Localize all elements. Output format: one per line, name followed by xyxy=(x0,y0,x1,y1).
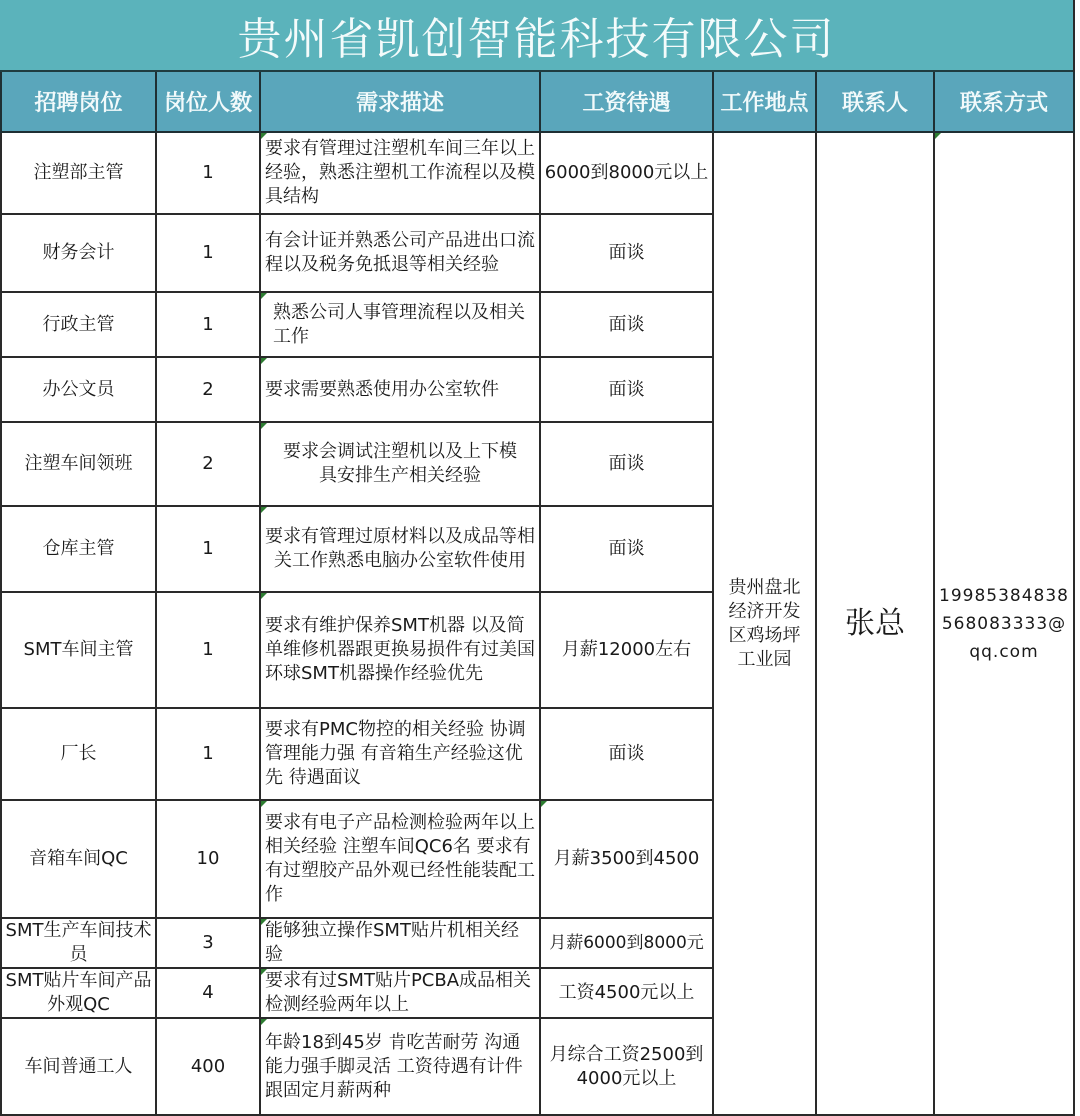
salary-cell: 面谈 xyxy=(540,292,713,357)
header-contact-person: 联系人 xyxy=(816,72,934,132)
position-cell: 音箱车间QC xyxy=(1,800,156,918)
description-cell: 能够独立操作SMT贴片机相关经验 xyxy=(260,918,540,968)
description-cell: 要求有管理过注塑机车间三年以上经验，熟悉注塑机工作流程以及模具结构 xyxy=(260,132,540,214)
count-cell: 1 xyxy=(156,214,260,292)
position-cell: SMT生产车间技术员 xyxy=(1,918,156,968)
count-cell: 1 xyxy=(156,708,260,800)
salary-cell: 面谈 xyxy=(540,708,713,800)
salary-cell: 月薪6000到8000元 xyxy=(540,918,713,968)
company-title: 贵州省凯创智能科技有限公司 xyxy=(0,0,1073,72)
count-cell: 2 xyxy=(156,422,260,506)
count-cell: 400 xyxy=(156,1018,260,1115)
salary-cell: 月薪12000左右 xyxy=(540,592,713,708)
description-cell: 要求有PMC物控的相关经验 协调管理能力强 有音箱生产经验这优先 待遇面议 xyxy=(260,708,540,800)
description-cell: 要求有维护保养SMT机器 以及简单维修机器跟更换易损件有过美国环球SMT机器操作经验优先 xyxy=(260,592,540,708)
description-cell: 要求有管理过原材料以及成品等相关工作熟悉电脑办公室软件使用 xyxy=(260,506,540,592)
table-row xyxy=(1,132,1074,214)
count-cell: 1 xyxy=(156,506,260,592)
contact-person-cell: 张总 xyxy=(816,132,934,1115)
position-cell: 办公文员 xyxy=(1,357,156,422)
description-cell: 要求有电子产品检测检验两年以上相关经验 注塑车间QC6名 要求有有过塑胶产品外观已经性能装配工作 xyxy=(260,800,540,918)
description-cell: 熟悉公司人事管理流程以及相关工作 xyxy=(260,292,540,357)
position-cell: SMT贴片车间产品外观QC xyxy=(1,968,156,1018)
recruitment-table xyxy=(0,72,1075,1116)
salary-cell: 工资4500元以上 xyxy=(540,968,713,1018)
salary-cell: 月综合工资2500到4000元以上 xyxy=(540,1018,713,1115)
header-description: 需求描述 xyxy=(260,72,540,132)
count-cell: 3 xyxy=(156,918,260,968)
header-position: 招聘岗位 xyxy=(1,72,156,132)
description-cell: 要求有过SMT贴片PCBA成品相关检测经验两年以上 xyxy=(260,968,540,1018)
contact-email: 568083333@qq.com xyxy=(941,613,1067,662)
header-location: 工作地点 xyxy=(713,72,816,132)
description-cell: 年龄18到45岁 肯吃苦耐劳 沟通能力强手脚灵活 工资待遇有计件跟固定月薪两种 xyxy=(260,1018,540,1115)
header-contact-info: 联系方式 xyxy=(934,72,1074,132)
location-cell: 贵州盘北经济开发区鸡场坪工业园 xyxy=(713,132,816,1115)
contact-phone: 19985384838 xyxy=(939,585,1069,606)
count-cell: 4 xyxy=(156,968,260,1018)
position-cell: 行政主管 xyxy=(1,292,156,357)
count-cell: 1 xyxy=(156,292,260,357)
count-cell: 1 xyxy=(156,592,260,708)
position-cell: 车间普通工人 xyxy=(1,1018,156,1115)
position-cell: 仓库主管 xyxy=(1,506,156,592)
count-cell: 10 xyxy=(156,800,260,918)
position-cell: 厂长 xyxy=(1,708,156,800)
position-cell: 注塑部主管 xyxy=(1,132,156,214)
salary-cell: 面谈 xyxy=(540,214,713,292)
count-cell: 2 xyxy=(156,357,260,422)
header-count: 岗位人数 xyxy=(156,72,260,132)
salary-cell: 面谈 xyxy=(540,422,713,506)
position-cell: 财务会计 xyxy=(1,214,156,292)
salary-cell: 6000到8000元以上 xyxy=(540,132,713,214)
description-cell: 要求需要熟悉使用办公室软件 xyxy=(260,357,540,422)
salary-cell: 月薪3500到4500 xyxy=(540,800,713,918)
salary-cell: 面谈 xyxy=(540,506,713,592)
header-salary: 工资待遇 xyxy=(540,72,713,132)
header-row xyxy=(1,72,1074,132)
contact-info-cell xyxy=(934,132,1074,1115)
position-cell: 注塑车间领班 xyxy=(1,422,156,506)
count-cell: 1 xyxy=(156,132,260,214)
position-cell: SMT车间主管 xyxy=(1,592,156,708)
description-cell: 有会计证并熟悉公司产品进出口流程以及税务免抵退等相关经验 xyxy=(260,214,540,292)
salary-cell: 面谈 xyxy=(540,357,713,422)
description-cell: 要求会调试注塑机以及上下模具安排生产相关经验 xyxy=(260,422,540,506)
